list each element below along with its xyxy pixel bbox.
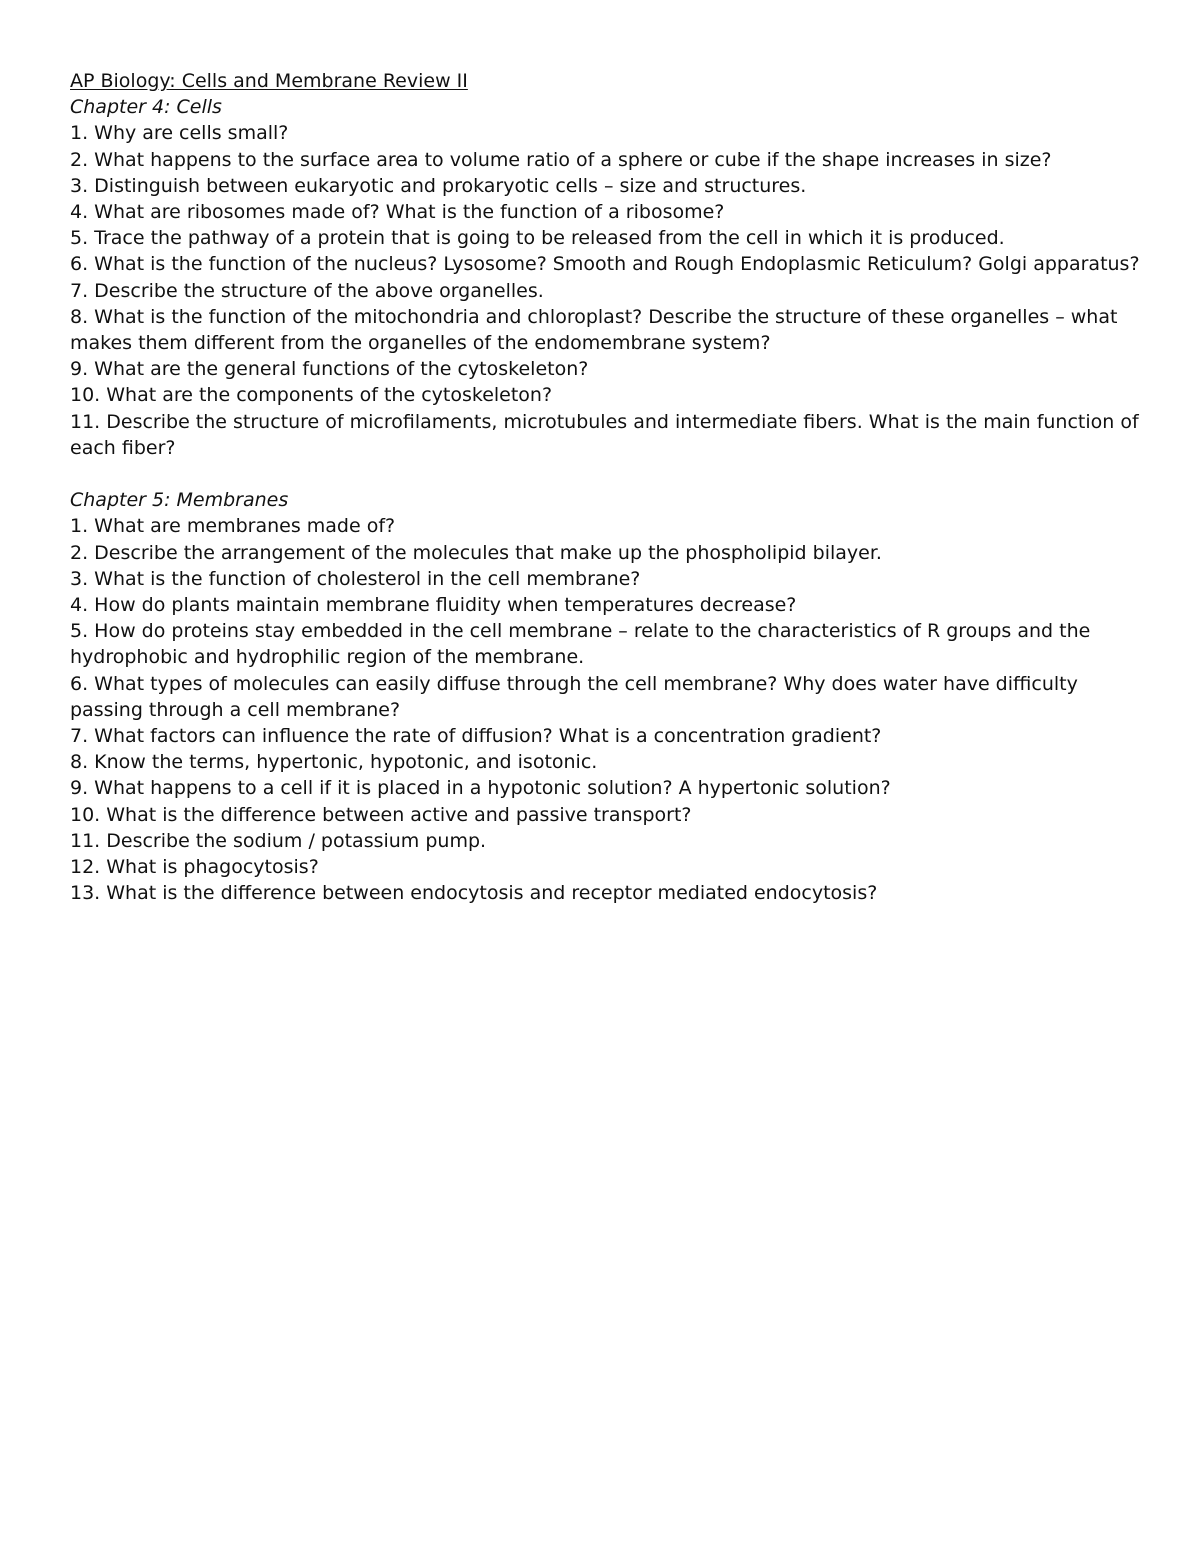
- chapter-4-question: 1. Why are cells small?: [70, 122, 289, 145]
- chapter-5-question-list: [70, 513, 1140, 906]
- chapter-5-question: 6. What types of molecules can easily diffuse through the cell membrane? Why does water have difficulty passing through a cell membrane?: [70, 672, 1078, 721]
- chapter-5-heading: Chapter 5: Membranes: [70, 489, 289, 512]
- chapter-5-question: 12. What is phagocytosis?: [70, 856, 319, 879]
- chapter-4-question: 11. Describe the structure of microfilaments, microtubules and intermediate fibers. What is the main function of each fiber?: [70, 410, 1139, 459]
- chapter-4-question: 10. What are the components of the cytoskeleton?: [70, 384, 553, 407]
- chapter-4-question-list: [70, 120, 1140, 461]
- chapter-4-question: 4. What are ribosomes made of? What is the function of a ribosome?: [70, 201, 725, 224]
- chapter-4-question: 8. What is the function of the mitochondria and chloroplast? Describe the structure of these organelles – what makes them different from the organelles of the endomembrane system?: [70, 305, 1118, 355]
- chapter-5-question: 9. What happens to a cell if it is placed in a hypotonic solution? A hypertonic solution?: [70, 777, 891, 800]
- chapter-5-question: 3. What is the function of cholesterol in the cell membrane?: [70, 567, 641, 590]
- chapter-4-question: 3. Distinguish between eukaryotic and prokaryotic cells – size and structures.: [70, 174, 807, 197]
- chapter-5-question: 10. What is the difference between active and passive transport?: [70, 803, 692, 826]
- chapter-5-question: 7. What factors can influence the rate of diffusion? What is a concentration gradient?: [70, 725, 882, 748]
- section-spacer: [70, 461, 1140, 487]
- chapter-5-question: 4. How do plants maintain membrane fluidity when temperatures decrease?: [70, 594, 797, 617]
- chapter-5-question: 2. Describe the arrangement of the molecules that make up the phospholipid bilayer.: [70, 541, 882, 564]
- chapter-5-question: 5. How do proteins stay embedded in the cell membrane – relate to the characteristics of R groups and the hydrophobic and hydrophilic region of the membrane.: [70, 620, 1091, 669]
- document-page: [70, 68, 1140, 906]
- chapter-4-heading: Chapter 4: Cells: [70, 96, 222, 119]
- chapter-5-question: 11. Describe the sodium / potassium pump.: [70, 829, 487, 852]
- chapter-4-question: 9. What are the general functions of the cytoskeleton?: [70, 358, 589, 381]
- chapter-5-question: 13. What is the difference between endocytosis and receptor mediated endocytosis?: [70, 882, 878, 905]
- chapter-4-question: 6. What is the function of the nucleus? Lysosome? Smooth and Rough Endoplasmic Reticulum? Golgi apparatus?: [70, 253, 1140, 276]
- document-title: AP Biology: Cells and Membrane Review II: [70, 70, 468, 92]
- chapter-4-question: 7. Describe the structure of the above organelles.: [70, 279, 544, 302]
- chapter-4-question: 2. What happens to the surface area to volume ratio of a sphere or cube if the shape increases in size?: [70, 148, 1052, 171]
- chapter-5-question: 8. Know the terms, hypertonic, hypotonic, and isotonic.: [70, 751, 598, 774]
- chapter-5-question: 1. What are membranes made of?: [70, 515, 396, 538]
- chapter-4-question: 5. Trace the pathway of a protein that is going to be released from the cell in which it is produced.: [70, 227, 1005, 250]
